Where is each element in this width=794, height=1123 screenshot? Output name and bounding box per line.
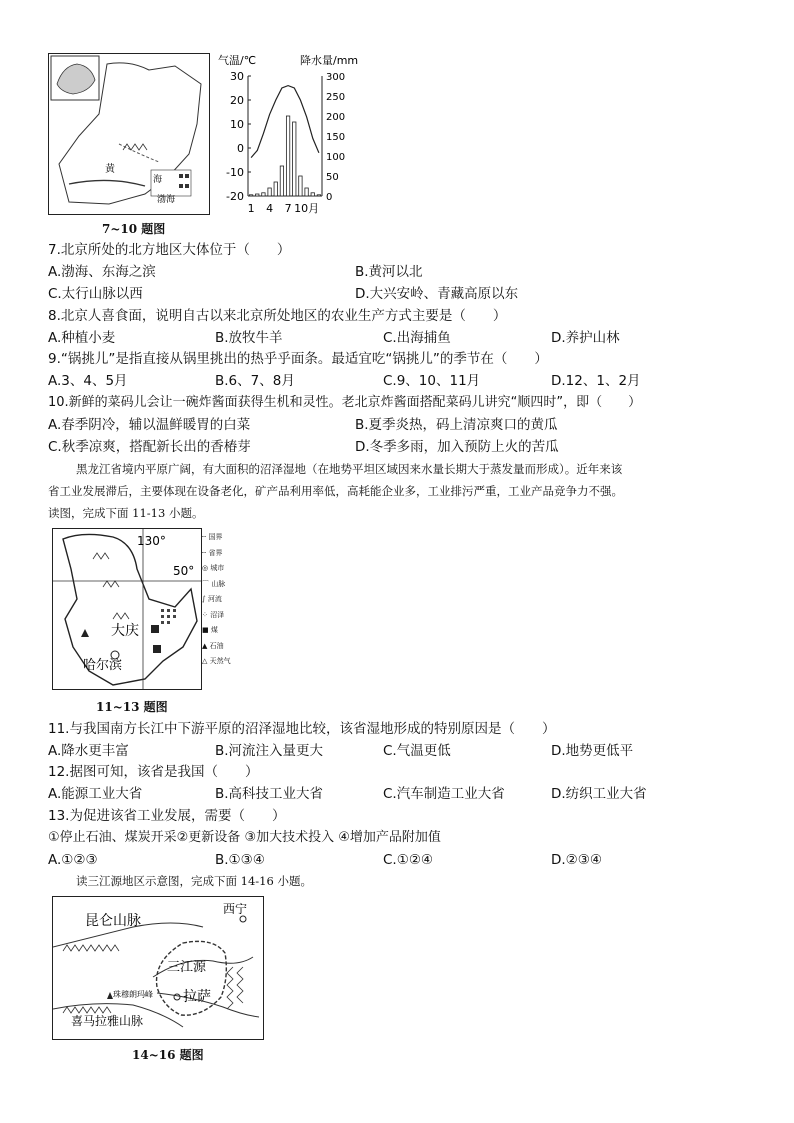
passage2-line2: 省工业发展滞后，主要体现在设备老化，矿产品利用率低，高耗能企业多，工业排污严重，工业产品竞争力不强。 xyxy=(48,484,623,498)
q7-option-b[interactable]: B.黄河以北 xyxy=(355,264,423,280)
legend-item-coal: 煤 xyxy=(210,626,218,634)
legend-item-river: 河流 xyxy=(207,595,222,603)
q13-choices: ①停止石油、煤炭开采②更新设备 ③加大技术投入 ④增加产品附加值 xyxy=(48,830,441,845)
temp-axis-label: 气温/℃ xyxy=(218,54,257,67)
coal-symbol xyxy=(151,625,159,633)
temp-tick-label: -10 xyxy=(226,166,244,179)
hengduan-symbols xyxy=(227,967,233,1009)
legend-river-icon: ∫ xyxy=(202,595,206,603)
month-tick-label: 10月 xyxy=(294,202,320,215)
map-label-hai: 海 xyxy=(153,175,163,185)
q8-option-a[interactable]: A.种植小麦 xyxy=(48,330,116,346)
map-north-china xyxy=(49,54,209,214)
precip-bar xyxy=(286,116,289,196)
figure-map-beijing xyxy=(48,53,210,215)
passage2-line1: 黑龙江省境内平原广阔，有大面积的沼泽湿地（在地势平坦区域因来水量长期大于蒸发量而形成）。近年来该 xyxy=(76,462,623,476)
passage2-line3: 读图，完成下面 11-13 小题。 xyxy=(48,506,204,520)
precip-axis-label: 降水量/mm xyxy=(300,54,359,67)
month-tick-labels xyxy=(248,202,320,215)
q10-option-b[interactable]: B.夏季炎热，码上清凉爽口的黄瓜 xyxy=(355,417,558,433)
q12-stem: 12.据图可知，该省是我国（ ） xyxy=(48,764,259,780)
q12-option-a[interactable]: A.能源工业大省 xyxy=(48,786,143,802)
figure-map-heilongjiang xyxy=(52,528,202,690)
figure-map-sanjiangyuan xyxy=(52,896,264,1040)
map-label-bohai: 渤海 xyxy=(157,195,176,205)
q10-option-d[interactable]: D.冬季多雨，加入预防上火的苦瓜 xyxy=(355,439,559,455)
coal-symbol-2 xyxy=(153,645,161,653)
temp-tick-label: 10 xyxy=(230,118,244,131)
xining-city-symbol xyxy=(240,916,246,922)
month-tick-label: 4 xyxy=(266,202,274,215)
label-everest: 珠穆朗玛峰 xyxy=(113,990,153,999)
q8-option-c[interactable]: C.出海捕鱼 xyxy=(383,330,451,346)
q11-option-a[interactable]: A.降水更丰富 xyxy=(48,743,129,759)
q11-option-c[interactable]: C.气温更低 xyxy=(383,743,451,759)
legend-item-mountain: 山脉 xyxy=(211,579,226,588)
q7-stem: 7.北京所处的北方地区大体位于（ ） xyxy=(48,242,291,258)
precip-tick-labels xyxy=(326,72,345,203)
temp-tick-label: -20 xyxy=(226,190,244,203)
precip-bar xyxy=(249,195,252,196)
q9-option-c[interactable]: C.9、10、11月 xyxy=(383,373,481,389)
precip-tick-label: 200 xyxy=(326,112,346,123)
city-label-harbin: 哈尔滨 xyxy=(83,658,123,673)
q12-option-b[interactable]: B.高科技工业大省 xyxy=(215,786,324,802)
temp-curve xyxy=(251,86,319,158)
legend-oil-icon: ▲ xyxy=(202,641,208,650)
q13-option-a[interactable]: A.①②③ xyxy=(48,852,98,868)
q10-stem: 10.新鲜的菜码儿会让一碗炸酱面获得生机和灵性。老北京炸酱面搭配菜码儿讲究“顺四时”，即（ ） xyxy=(48,395,642,410)
precip-tick-label: 250 xyxy=(326,92,346,103)
q13-option-c[interactable]: C.①②④ xyxy=(383,852,434,868)
fig2-caption: 11~13 题图 xyxy=(96,700,168,714)
precip-tick-label: 0 xyxy=(326,192,333,203)
lat-label: 50° xyxy=(173,564,195,578)
label-sanjiangyuan: 三江源 xyxy=(167,960,207,975)
mountain-symbols xyxy=(93,553,129,619)
q7-option-c[interactable]: C.太行山脉以西 xyxy=(48,286,143,302)
map-label-huang: 黄 xyxy=(105,164,115,175)
legend-item-oil: 石油 xyxy=(209,641,224,650)
legend-item-city: 城市 xyxy=(210,564,225,572)
q8-stem: 8.北京人喜食面，说明自古以来北京所处地区的农业生产方式主要是（ ） xyxy=(48,308,507,324)
city-label-daqing: 大庆 xyxy=(111,623,139,639)
q9-stem: 9.“锅挑儿”是指直接从锅里挑出的热乎乎面条。最适宜吃“锅挑儿”的季节在（ ） xyxy=(48,351,548,367)
q11-option-b[interactable]: B.河流注入量更大 xyxy=(215,743,324,759)
swamp-symbols xyxy=(161,609,176,624)
passage3: 读三江源地区示意图，完成下面 14-16 小题。 xyxy=(76,874,312,888)
legend-swamp-icon: ⁘ xyxy=(202,610,208,619)
q9-option-b[interactable]: B.6、7、8月 xyxy=(215,373,295,389)
precip-bar xyxy=(280,166,283,196)
temp-tick-labels xyxy=(226,70,251,203)
month-tick-label: 1 xyxy=(247,202,255,215)
legend-gas-icon: △ xyxy=(202,657,208,665)
q9-option-d[interactable]: D.12、1、2月 xyxy=(551,373,641,389)
q13-option-b[interactable]: B.①③④ xyxy=(215,852,265,868)
lon-label: 130° xyxy=(137,534,166,548)
legend-item-swamp: 沼泽 xyxy=(210,610,225,619)
temp-tick-label: 0 xyxy=(237,142,244,155)
q10-option-c[interactable]: C.秋季凉爽，搭配新长出的香椿芽 xyxy=(48,439,251,455)
q10-option-a[interactable]: A.春季阴冷，辅以温鲜暖胃的白菜 xyxy=(48,417,251,433)
q7-option-a[interactable]: A.渤海、东海之滨 xyxy=(48,264,156,280)
q13-option-d[interactable]: D.②③④ xyxy=(551,852,602,868)
q8-option-b[interactable]: B.放牧牛羊 xyxy=(215,330,283,346)
map-sanjiangyuan xyxy=(53,897,263,1039)
q9-option-a[interactable]: A.3、4、5月 xyxy=(48,373,128,389)
label-himalaya: 喜马拉雅山脉 xyxy=(71,1014,144,1028)
precip-tick-label: 150 xyxy=(326,132,346,143)
kunlun-mountain-symbols xyxy=(63,945,119,951)
label-xining: 西宁 xyxy=(223,902,248,916)
q8-option-d[interactable]: D.养护山林 xyxy=(551,330,620,346)
precip-bar xyxy=(262,193,265,196)
precip-tick-label: 100 xyxy=(326,152,346,163)
precip-bar xyxy=(317,195,320,196)
fig1-caption: 7~10 题图 xyxy=(102,222,166,236)
precip-bar xyxy=(274,182,277,196)
temp-tick-label: 20 xyxy=(230,94,244,107)
precip-tick-label: 300 xyxy=(326,72,346,83)
legend-mountain-icon: ⌒ xyxy=(202,579,209,588)
precip-bar xyxy=(299,176,302,196)
month-tick-label: 7 xyxy=(284,202,292,215)
lasa-city-symbol xyxy=(174,994,180,1000)
fig2-legend xyxy=(202,530,254,670)
q12-option-c[interactable]: C.汽车制造工业大省 xyxy=(383,786,505,802)
legend-item-country: 国界 xyxy=(208,533,223,541)
legend-city-icon: ◎ xyxy=(202,564,209,572)
label-lasa: 拉萨 xyxy=(183,989,211,1005)
precip-tick-label: 50 xyxy=(326,172,339,183)
precip-bar xyxy=(311,193,314,196)
q13-stem: 13.为促进该省工业发展，需要（ ） xyxy=(48,808,286,824)
q11-stem: 11.与我国南方长江中下游平原的沼泽湿地比较，该省湿地形成的特别原因是（ ） xyxy=(48,721,556,737)
fig3-caption: 14~16 题图 xyxy=(132,1048,204,1062)
legend-line-icon: ┄ xyxy=(202,548,207,557)
precip-bar xyxy=(268,188,271,196)
precip-bar xyxy=(305,188,308,196)
q11-option-d[interactable]: D.地势更低平 xyxy=(551,743,634,759)
legend-coal-icon: ■ xyxy=(202,626,209,634)
precip-bar xyxy=(256,194,259,196)
precip-bar xyxy=(293,122,296,196)
map-heilongjiang xyxy=(53,529,201,689)
q12-option-d[interactable]: D.纺织工业大省 xyxy=(551,786,647,802)
climate-chart xyxy=(212,52,362,220)
legend-item-province: 省界 xyxy=(208,548,223,557)
oil-symbol xyxy=(81,629,89,637)
legend-item-gas: 天然气 xyxy=(209,657,231,665)
q7-option-d[interactable]: D.大兴安岭、青藏高原以东 xyxy=(355,286,519,302)
legend-line-icon: ┄ xyxy=(202,533,207,541)
label-kunlun: 昆仑山脉 xyxy=(85,913,141,929)
temp-tick-label: 30 xyxy=(230,70,244,83)
